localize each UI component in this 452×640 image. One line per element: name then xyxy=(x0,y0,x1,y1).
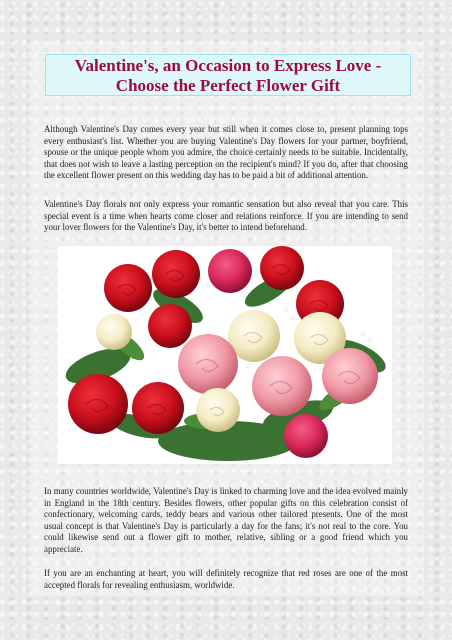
rose-bouquet-image xyxy=(58,246,392,464)
paragraph-4: If you are an enchanting at heart, you will definitely recognize that red roses are one of the most accepted florals for revealing enthusiasm, worldwide. xyxy=(44,568,408,590)
paragraph-2: Valentine's Day florals not only express your romantic sensation but also reveal that you care. This special event is a time when hearts come closer and relations reinforce. If you are intending to send your lover flowers for the Valentine's Day, it's better to intend beforehand. xyxy=(44,199,408,233)
title-line-1: Valentine's, an Occasion to Express Love - xyxy=(74,56,382,75)
title-line-2: Choose the Perfect Flower Gift xyxy=(115,76,341,95)
paragraph-3: In many countries worldwide, Valentine's Day is linked to charming love and the idea evolved mainly in England in the 18th century. Besides flowers, other popular gifts on this celebration consist of confectionary, welcoming cards, teddy bears and various other tailored presents. One of the most usual concept is that Valentine's Day is particularly a day for the fans; it's not real to the core. You could likewise send out a flower gift to mother, relative, sibling or a good friend which you appreciate. xyxy=(44,486,408,554)
title-banner xyxy=(45,54,411,96)
paragraph-1: Although Valentine's Day comes every year but still when it comes close to, present planning tops every enthusiast's list. Whether you are buying Valentine's Day flowers for your partner, boyfriend, spouse or the unique people whom you admire, the choice certainly needs to be suitable. Incidentally, that does not wish to leave a lasting perception on the recipient's mind? If you do, after that choosing the excellent flower present on this wedding day has to be paid a bit of additional attention. xyxy=(44,124,408,181)
page-title xyxy=(46,55,410,96)
